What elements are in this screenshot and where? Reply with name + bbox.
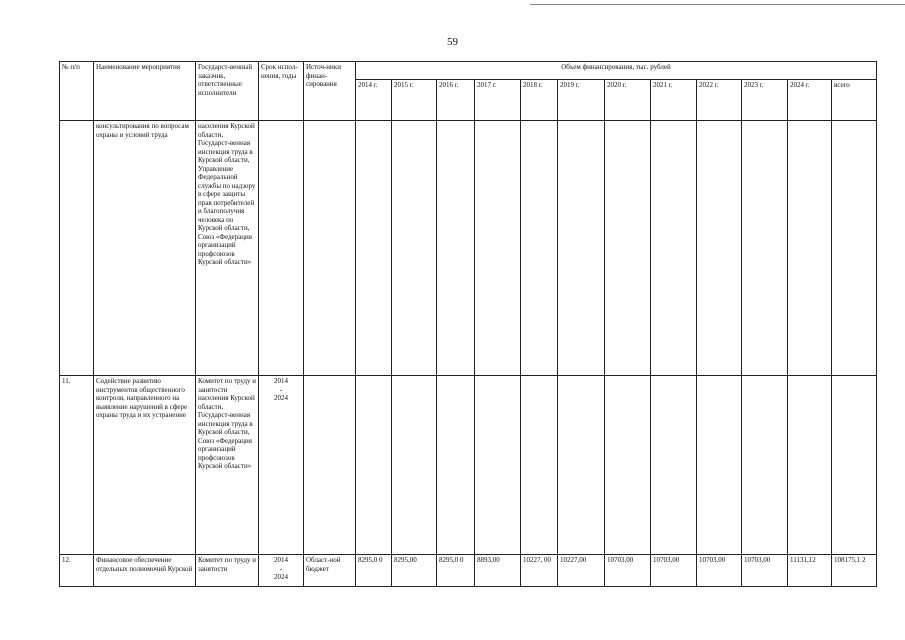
term-dash: - bbox=[279, 564, 283, 573]
table-row bbox=[60, 555, 877, 587]
row-value bbox=[392, 121, 437, 376]
header-name: Наименование мероприятия bbox=[94, 62, 196, 121]
row-value bbox=[437, 376, 475, 555]
header-year: 2018 г. bbox=[521, 80, 558, 121]
row-value: 10227, 00 bbox=[521, 555, 558, 587]
row-value bbox=[742, 121, 788, 376]
row-source bbox=[304, 376, 356, 555]
header-year: 2021 г. bbox=[651, 80, 697, 121]
row-value bbox=[651, 121, 697, 376]
page-top-rule bbox=[530, 4, 905, 5]
header-source: Источ-ники финан-сирования bbox=[304, 62, 356, 121]
header-customer: Государст-венный заказчик, ответственные исполнители bbox=[196, 62, 259, 121]
row-name: Финансовое обеспечение отдельных полномочий Курской bbox=[94, 555, 196, 587]
table-row bbox=[60, 121, 877, 376]
row-value: 8893,00 bbox=[475, 555, 521, 587]
row-value bbox=[356, 121, 392, 376]
row-value: 10703,00 bbox=[651, 555, 697, 587]
row-value: 11131,12 bbox=[788, 555, 832, 587]
row-value bbox=[788, 121, 832, 376]
row-value bbox=[558, 121, 605, 376]
row-value bbox=[356, 376, 392, 555]
row-value bbox=[651, 376, 697, 555]
header-row-top bbox=[60, 62, 877, 80]
row-customer: Комитет по труду и занятости населения Курской области, Государст-венная инспекция труда в Курской области, Союз «Федерация организаций профсоюзов Курской области» bbox=[196, 376, 259, 555]
row-term bbox=[259, 376, 304, 555]
row-customer: населения Курской области, Государст-венная инспекция труда в Курской области, Управление Федеральной службы по надзору в сфере защиты прав потребителей и благополучия человека по Курской области, Союз «Федерация организаций профсоюзов Курской области» bbox=[196, 121, 259, 376]
row-value: 8295,0 0 bbox=[437, 555, 475, 587]
row-value: 10703,00 bbox=[742, 555, 788, 587]
header-year: 2024 г. bbox=[788, 80, 832, 121]
header-year: 2023 г. bbox=[742, 80, 788, 121]
row-source: Област-ной бюджет bbox=[304, 555, 356, 587]
row-total: 108175,1 2 bbox=[832, 555, 877, 587]
row-num bbox=[60, 121, 94, 376]
header-year: 2019 г. bbox=[558, 80, 605, 121]
row-value bbox=[558, 376, 605, 555]
row-num: 12. bbox=[60, 555, 94, 587]
row-total bbox=[832, 121, 877, 376]
header-term: Срок испол-нения, годы bbox=[259, 62, 304, 121]
header-num: № п/п bbox=[60, 62, 94, 121]
table-row bbox=[60, 376, 877, 555]
term-to: 2024 bbox=[274, 394, 288, 402]
row-value: 8295,0 0 bbox=[356, 555, 392, 587]
header-total: всего bbox=[832, 80, 877, 121]
header-year: 2015 г. bbox=[392, 80, 437, 121]
term-from: 2014 bbox=[274, 377, 288, 385]
row-value: 8295,00 bbox=[392, 555, 437, 587]
row-term bbox=[259, 555, 304, 587]
term-from: 2014 bbox=[274, 556, 288, 564]
row-value bbox=[605, 121, 651, 376]
row-name: Содействие развитию инструментов общественного контроля, направленного на выявление нарушений в сфере охраны труда и их устранение bbox=[94, 376, 196, 555]
row-customer: Комитет по труду и занятости bbox=[196, 555, 259, 587]
page-number: 59 bbox=[447, 36, 458, 48]
row-value bbox=[521, 121, 558, 376]
header-year: 2016 г. bbox=[437, 80, 475, 121]
row-value bbox=[788, 376, 832, 555]
header-year: 2017 г. bbox=[475, 80, 521, 121]
row-value bbox=[437, 121, 475, 376]
header-year: 2014 г. bbox=[356, 80, 392, 121]
row-term bbox=[259, 121, 304, 376]
row-value bbox=[475, 376, 521, 555]
row-value bbox=[392, 376, 437, 555]
row-value: 10703,00 bbox=[697, 555, 742, 587]
header-year: 2020 г. bbox=[605, 80, 651, 121]
term-to: 2024 bbox=[274, 573, 288, 581]
row-name: консультирования по вопросам охраны и условий труда bbox=[94, 121, 196, 376]
row-value bbox=[697, 121, 742, 376]
row-value bbox=[742, 376, 788, 555]
row-value: 10227,00 bbox=[558, 555, 605, 587]
row-value: 10703,00 bbox=[605, 555, 651, 587]
row-value bbox=[697, 376, 742, 555]
row-value bbox=[605, 376, 651, 555]
row-total bbox=[832, 376, 877, 555]
header-funding: Объем финансирования, тыс. рублей bbox=[356, 62, 877, 80]
row-value bbox=[521, 376, 558, 555]
row-value bbox=[475, 121, 521, 376]
funding-table bbox=[59, 61, 877, 587]
term-dash: - bbox=[279, 385, 283, 394]
row-num: 11. bbox=[60, 376, 94, 555]
row-source bbox=[304, 121, 356, 376]
header-year: 2022 г. bbox=[697, 80, 742, 121]
